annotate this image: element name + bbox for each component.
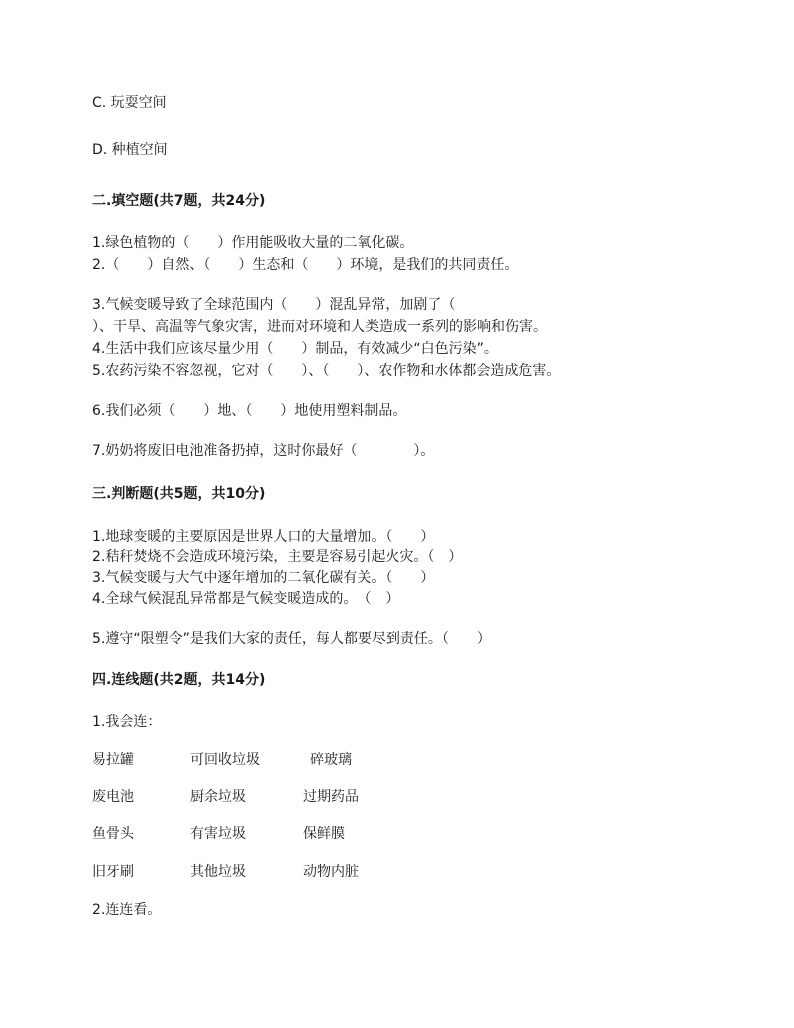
option-d: D. 种植空间 <box>92 142 168 158</box>
judge-question-3: 3.气候变暖与大气中逐年增加的二氧化碳有关。（ ） <box>92 570 435 586</box>
matching-category: 可回收垃圾 <box>190 752 260 768</box>
option-c: C. 玩耍空间 <box>92 95 167 111</box>
fill-question-4: 4.生活中我们应该尽量少用（ ）制品，有效减少“白色污染”。 <box>92 341 498 357</box>
fill-question-6: 6.我们必须（ ）地、（ ）地使用塑料制品。 <box>92 403 407 419</box>
judge-question-2: 2.秸秆焚烧不会造成环境污染，主要是容易引起火灾。（ ） <box>92 549 463 565</box>
judge-question-1: 1.地球变暖的主要原因是世界人口的大量增加。（ ） <box>92 529 435 545</box>
matching-item: 过期药品 <box>303 789 359 805</box>
matching-item: 动物内脏 <box>303 864 359 880</box>
matching-category: 厨余垃圾 <box>190 789 246 805</box>
judge-question-4: 4.全球气候混乱异常都是气候变暖造成的。 （ ） <box>92 591 400 607</box>
matching-category: 有害垃圾 <box>190 826 246 842</box>
matching-item: 易拉罐 <box>92 752 134 768</box>
section-2-heading: 二.填空题(共7题，共24分) <box>92 193 266 209</box>
section-3-heading: 三.判断题(共5题，共10分) <box>92 486 266 502</box>
matching-item: 保鲜膜 <box>303 826 345 842</box>
fill-question-5: 5.农药污染不容忽视，它对（ ）、（ ）、农作物和水体都会造成危害。 <box>92 363 561 379</box>
matching-question-2: 2.连连看。 <box>92 902 162 918</box>
fill-question-1: 1.绿色植物的（ ）作用能吸收大量的二氧化碳。 <box>92 235 414 251</box>
matching-item: 废电池 <box>92 789 134 805</box>
matching-item: 旧牙刷 <box>92 864 134 880</box>
fill-question-7: 7.奶奶将废旧电池准备扔掉，这时你最好（ ）。 <box>92 443 435 459</box>
matching-question-1: 1.我会连： <box>92 714 162 730</box>
fill-question-3: 3.气候变暖导致了全球范围内（ ）混乱异常，加剧了（ <box>92 297 456 313</box>
fill-question-2: 2.（ ）自然、（ ）生态和（ ）环境，是我们的共同责任。 <box>92 257 519 273</box>
fill-question-3-continued: ）、干旱、高温等气象灾害，进而对环境和人类造成一系列的影响和伤害。 <box>92 319 547 335</box>
judge-question-5: 5.遵守“限塑令”是我们大家的责任，每人都要尽到责任。（ ） <box>92 631 491 647</box>
matching-category: 其他垃圾 <box>190 864 246 880</box>
section-4-heading: 四.连线题(共2题，共14分) <box>92 672 266 688</box>
matching-item: 鱼骨头 <box>92 826 134 842</box>
matching-item: 碎玻璃 <box>310 752 352 768</box>
